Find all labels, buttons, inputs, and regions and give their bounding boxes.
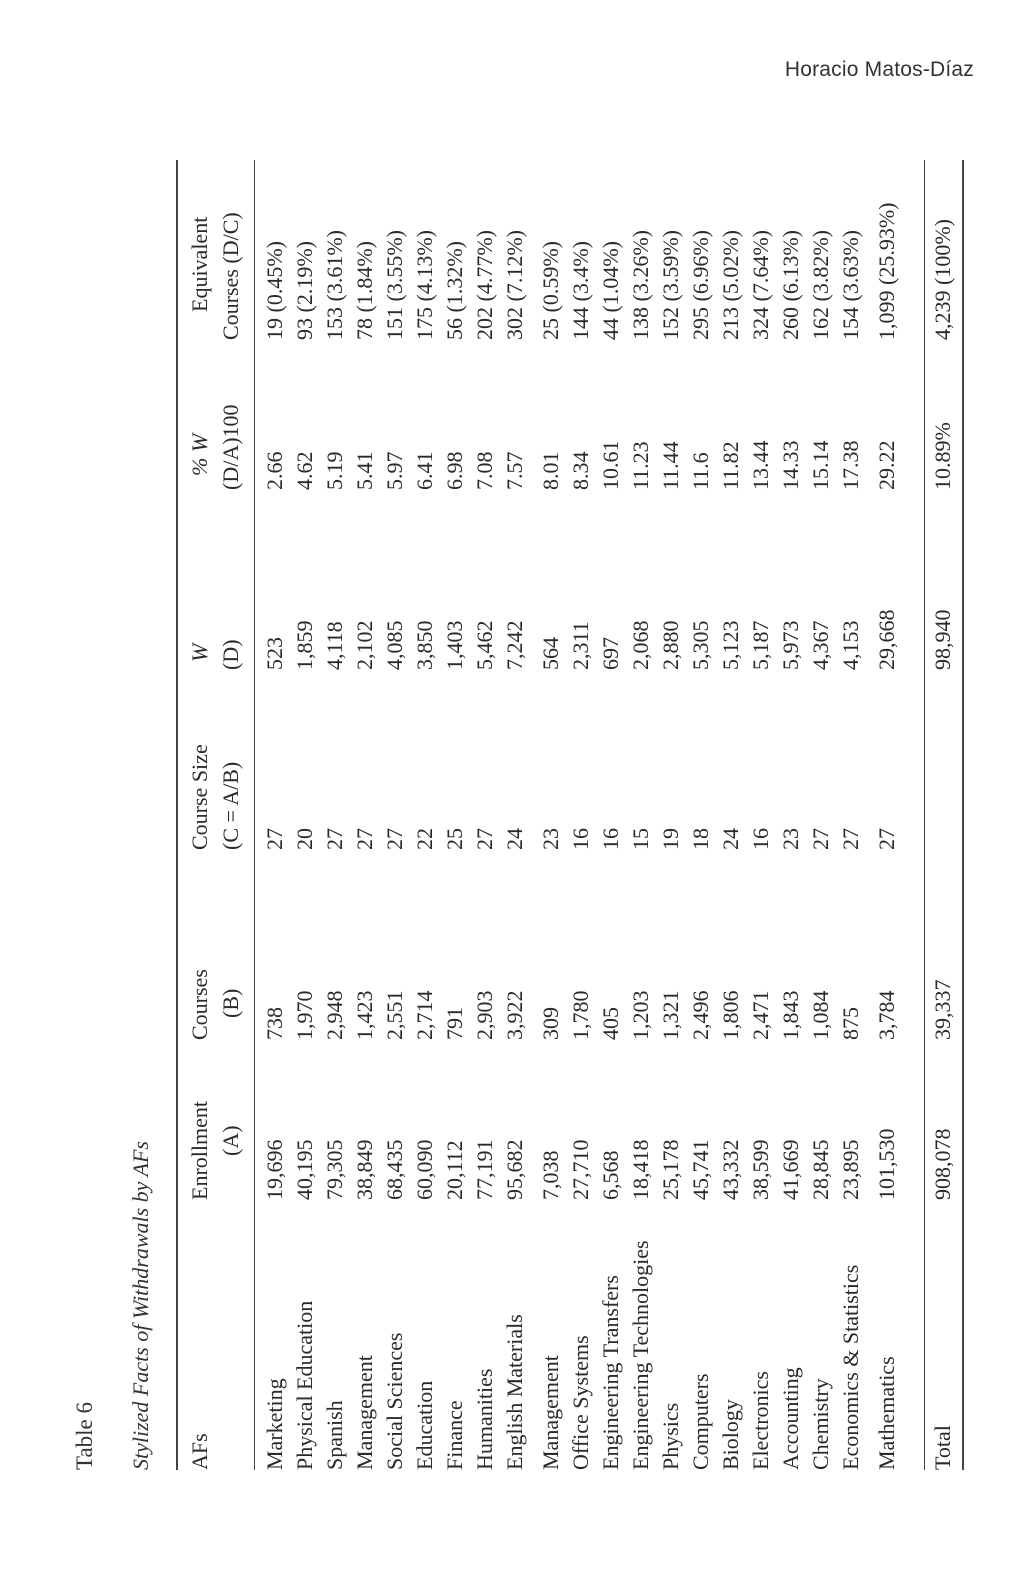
cell-withdrawals: 5,462 <box>472 620 497 670</box>
table-total-rule <box>924 160 925 1470</box>
cell-courses: 2,471 <box>748 990 773 1040</box>
cell-af-name: Education <box>412 1380 437 1470</box>
cell-withdrawals: 5,305 <box>688 620 713 670</box>
cell-equivalent-courses: 19 (0.45%) <box>262 241 287 340</box>
cell-af-name: Computers <box>688 1373 713 1470</box>
cell-courses: 2,714 <box>412 990 437 1040</box>
cell-withdrawals: 1,859 <box>292 620 317 670</box>
cell-equivalent-courses: 152 (3.59%) <box>658 230 683 340</box>
cell-equivalent-courses: 1,099 (25.93%) <box>874 202 899 340</box>
table-row <box>410 160 440 1470</box>
cell-withdrawals: 523 <box>262 637 287 670</box>
cell-percent-w: 11.44 <box>658 441 683 490</box>
cell-withdrawals: 2,311 <box>568 621 593 670</box>
cell-af-name: Spanish <box>322 1400 347 1470</box>
cell-courses: 738 <box>262 1007 287 1040</box>
cell-courses: 1,423 <box>352 990 377 1040</box>
cell-withdrawals: 1,403 <box>442 620 467 670</box>
cell-course-size: 16 <box>598 828 623 850</box>
cell-courses: 1,806 <box>718 990 743 1040</box>
header-w: W (D) <box>187 639 243 670</box>
cell-enrollment: 101,530 <box>874 1128 899 1200</box>
cell-withdrawals: 4,153 <box>838 620 863 670</box>
cell-percent-w: 8.34 <box>568 451 593 490</box>
table-row <box>626 160 656 1470</box>
cell-equivalent-courses: 78 (1.84%) <box>352 241 377 340</box>
header-equivalent-courses: Equivalent Courses (D/C) <box>187 212 243 340</box>
table-row <box>350 160 380 1470</box>
cell-course-size: 27 <box>382 828 407 850</box>
cell-equivalent-courses: 153 (3.61%) <box>322 230 347 340</box>
table-row <box>836 160 866 1470</box>
cell-enrollment: 27,710 <box>568 1139 593 1200</box>
cell-enrollment: 41,669 <box>778 1139 803 1200</box>
cell-percent-w: 10.61 <box>598 440 623 490</box>
author-first-name: Horacio <box>784 58 859 81</box>
total-courses: 39,337 <box>930 979 955 1040</box>
table-row <box>716 160 746 1470</box>
total-withdrawals: 98,940 <box>930 609 955 670</box>
table-row <box>536 160 566 1470</box>
cell-af-name: Social Sciences <box>382 1332 407 1470</box>
table-row <box>260 160 290 1470</box>
cell-af-name: Management <box>538 1355 563 1470</box>
cell-equivalent-courses: 213 (5.02%) <box>718 230 743 340</box>
table-row <box>686 160 716 1470</box>
cell-withdrawals: 4,118 <box>322 621 347 670</box>
cell-equivalent-courses: 302 (7.12%) <box>502 230 527 340</box>
cell-af-name: Chemistry <box>808 1378 833 1470</box>
cell-course-size: 27 <box>874 828 899 850</box>
table-row <box>470 160 500 1470</box>
cell-course-size: 23 <box>538 828 563 850</box>
cell-withdrawals: 564 <box>538 637 563 670</box>
total-equivalent-courses: 4,239 (100%) <box>930 219 955 340</box>
cell-equivalent-courses: 175 (4.13%) <box>412 230 437 340</box>
cell-course-size: 22 <box>412 828 437 850</box>
cell-course-size: 27 <box>808 828 833 850</box>
cell-equivalent-courses: 56 (1.32%) <box>442 241 467 340</box>
cell-enrollment: 7,038 <box>538 1150 563 1200</box>
cell-percent-w: 4.62 <box>292 451 317 490</box>
cell-af-name: Biology <box>718 1399 743 1470</box>
header-courses: Courses (B) <box>187 969 243 1040</box>
cell-equivalent-courses: 44 (1.04%) <box>598 241 623 340</box>
cell-percent-w: 11.23 <box>628 441 653 490</box>
cell-course-size: 20 <box>292 828 317 850</box>
cell-withdrawals: 3,850 <box>412 620 437 670</box>
cell-enrollment: 20,112 <box>442 1140 467 1200</box>
cell-equivalent-courses: 295 (6.96%) <box>688 230 713 340</box>
cell-withdrawals: 29,668 <box>874 609 899 670</box>
cell-equivalent-courses: 151 (3.55%) <box>382 230 407 340</box>
cell-course-size: 24 <box>502 828 527 850</box>
cell-course-size: 24 <box>718 828 743 850</box>
total-af-name: Total <box>930 1425 955 1470</box>
header-percent-w: % W (D/A)100 <box>187 404 243 490</box>
table-row <box>290 160 320 1470</box>
cell-percent-w: 7.57 <box>502 451 527 490</box>
cell-course-size: 27 <box>352 828 377 850</box>
cell-withdrawals: 4,085 <box>382 620 407 670</box>
cell-equivalent-courses: 260 (6.13%) <box>778 230 803 340</box>
cell-withdrawals: 7,242 <box>502 620 527 670</box>
table-row <box>596 160 626 1470</box>
cell-withdrawals: 4,367 <box>808 620 833 670</box>
cell-af-name: Finance <box>442 1400 467 1470</box>
cell-af-name: Humanities <box>472 1368 497 1470</box>
cell-withdrawals: 2,068 <box>628 620 653 670</box>
table-title: Stylized Facts of Withdrawals by AFs <box>128 1141 153 1470</box>
cell-enrollment: 43,332 <box>718 1139 743 1200</box>
table-row <box>440 160 470 1470</box>
cell-enrollment: 38,849 <box>352 1139 377 1200</box>
cell-courses: 1,970 <box>292 990 317 1040</box>
cell-course-size: 27 <box>838 828 863 850</box>
cell-courses: 1,321 <box>658 990 683 1040</box>
rotated-table-page <box>72 90 987 1470</box>
cell-af-name: Economics & Statistics <box>838 1264 863 1470</box>
cell-enrollment: 60,090 <box>412 1139 437 1200</box>
cell-enrollment: 79,305 <box>322 1139 347 1200</box>
cell-equivalent-courses: 25 (0.59%) <box>538 241 563 340</box>
cell-enrollment: 68,435 <box>382 1139 407 1200</box>
cell-af-name: Accounting <box>778 1367 803 1470</box>
cell-withdrawals: 5,187 <box>748 620 773 670</box>
cell-enrollment: 95,682 <box>502 1139 527 1200</box>
table-row <box>500 160 530 1470</box>
table-row <box>656 160 686 1470</box>
total-percent-w: 10.89% <box>930 422 955 490</box>
cell-courses: 791 <box>442 1007 467 1040</box>
total-enrollment: 908,078 <box>930 1128 955 1200</box>
cell-course-size: 27 <box>262 828 287 850</box>
cell-enrollment: 77,191 <box>472 1139 497 1200</box>
cell-equivalent-courses: 154 (3.63%) <box>838 230 863 340</box>
cell-percent-w: 2.66 <box>262 451 287 490</box>
cell-percent-w: 14.33 <box>778 440 803 490</box>
cell-enrollment: 45,741 <box>688 1139 713 1200</box>
cell-percent-w: 11.6 <box>688 452 713 490</box>
cell-enrollment: 23,895 <box>838 1139 863 1200</box>
cell-af-name: Physics <box>658 1402 683 1470</box>
table-row <box>872 160 902 1470</box>
cell-percent-w: 5.97 <box>382 451 407 490</box>
cell-courses: 2,903 <box>472 990 497 1040</box>
cell-withdrawals: 2,102 <box>352 620 377 670</box>
cell-courses: 1,203 <box>628 990 653 1040</box>
table-top-rule <box>176 160 178 1470</box>
cell-withdrawals: 697 <box>598 637 623 670</box>
cell-af-name: English Materials <box>502 1314 527 1470</box>
cell-courses: 2,948 <box>322 990 347 1040</box>
cell-percent-w: 5.41 <box>352 451 377 490</box>
cell-course-size: 16 <box>748 828 773 850</box>
cell-course-size: 23 <box>778 828 803 850</box>
cell-enrollment: 38,599 <box>748 1139 773 1200</box>
cell-course-size: 27 <box>472 828 497 850</box>
cell-af-name: Engineering Technologies <box>628 1240 653 1470</box>
table-row <box>806 160 836 1470</box>
cell-course-size: 18 <box>688 828 713 850</box>
header-afs: AFs <box>187 1433 212 1470</box>
cell-af-name: Physical Education <box>292 1300 317 1470</box>
running-header <box>785 58 974 82</box>
table-row <box>746 160 776 1470</box>
cell-percent-w: 6.98 <box>442 451 467 490</box>
table-label: Table 6 <box>72 1401 97 1470</box>
cell-equivalent-courses: 324 (7.64%) <box>748 230 773 340</box>
cell-enrollment: 6,568 <box>598 1150 623 1200</box>
table-row <box>566 160 596 1470</box>
cell-enrollment: 19,696 <box>262 1139 287 1200</box>
cell-percent-w: 11.82 <box>718 441 743 490</box>
cell-equivalent-courses: 93 (2.19%) <box>292 241 317 340</box>
cell-enrollment: 28,845 <box>808 1139 833 1200</box>
table-bottom-rule <box>962 160 964 1470</box>
table-total-row <box>928 160 958 1470</box>
cell-courses: 309 <box>538 1007 563 1040</box>
cell-percent-w: 7.08 <box>472 451 497 490</box>
cell-courses: 3,922 <box>502 990 527 1040</box>
cell-equivalent-courses: 138 (3.26%) <box>628 230 653 340</box>
cell-course-size: 16 <box>568 828 593 850</box>
table-row <box>380 160 410 1470</box>
author-last-name: Matos-Díaz <box>864 58 974 81</box>
cell-percent-w: 15.14 <box>808 440 833 490</box>
cell-af-name: Marketing <box>262 1378 287 1470</box>
cell-percent-w: 5.19 <box>322 451 347 490</box>
cell-af-name: Engineering Transfers <box>598 1275 623 1470</box>
cell-af-name: Electronics <box>748 1371 773 1470</box>
cell-course-size: 25 <box>442 828 467 850</box>
table-header-rule <box>254 160 255 1470</box>
cell-enrollment: 25,178 <box>658 1139 683 1200</box>
cell-enrollment: 18,418 <box>628 1139 653 1200</box>
cell-percent-w: 17.38 <box>838 440 863 490</box>
cell-percent-w: 29.22 <box>874 440 899 490</box>
cell-courses: 405 <box>598 1007 623 1040</box>
cell-course-size: 19 <box>658 828 683 850</box>
table-row <box>320 160 350 1470</box>
cell-percent-w: 6.41 <box>412 451 437 490</box>
cell-courses: 2,496 <box>688 990 713 1040</box>
cell-courses: 875 <box>838 1007 863 1040</box>
cell-percent-w: 8.01 <box>538 451 563 490</box>
cell-courses: 1,084 <box>808 990 833 1040</box>
cell-enrollment: 40,195 <box>292 1139 317 1200</box>
cell-equivalent-courses: 202 (4.77%) <box>472 230 497 340</box>
cell-courses: 2,551 <box>382 990 407 1040</box>
cell-af-name: Mathematics <box>874 1356 899 1470</box>
cell-withdrawals: 5,123 <box>718 620 743 670</box>
cell-equivalent-courses: 144 (3.4%) <box>568 241 593 340</box>
header-enrollment: Enrollment (A) <box>187 1101 243 1200</box>
cell-courses: 1,780 <box>568 990 593 1040</box>
cell-courses: 1,843 <box>778 990 803 1040</box>
cell-percent-w: 13.44 <box>748 440 773 490</box>
cell-courses: 3,784 <box>874 990 899 1040</box>
cell-equivalent-courses: 162 (3.82%) <box>808 230 833 340</box>
table-row <box>776 160 806 1470</box>
cell-course-size: 27 <box>322 828 347 850</box>
cell-course-size: 15 <box>628 828 653 850</box>
cell-withdrawals: 5,973 <box>778 620 803 670</box>
header-course-size: Course Size (C = A/B) <box>187 744 243 850</box>
cell-af-name: Office Systems <box>568 1335 593 1470</box>
cell-af-name: Management <box>352 1355 377 1470</box>
cell-withdrawals: 2,880 <box>658 620 683 670</box>
